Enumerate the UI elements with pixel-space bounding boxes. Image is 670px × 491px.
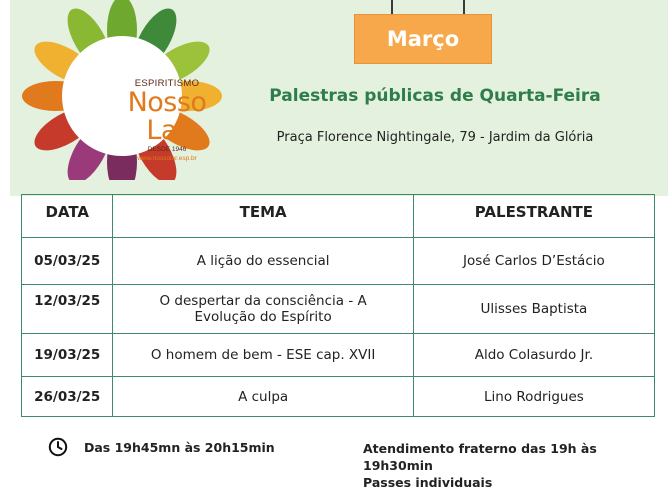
page-subtitle: Palestras públicas de Quarta-Feira bbox=[269, 86, 601, 106]
header-theme: TEMA bbox=[113, 195, 413, 238]
row-date: 19/03/25 bbox=[22, 334, 113, 377]
logo-url: www.nossolar.esp.br bbox=[137, 155, 197, 162]
individual-passes-text: Passes individuais bbox=[363, 475, 493, 490]
table-row bbox=[22, 238, 655, 285]
time-text: Das 19h45mn às 20h15min bbox=[84, 439, 275, 455]
row-speaker: Aldo Colasurdo Jr. bbox=[413, 334, 654, 377]
nosso-lar-logo bbox=[20, 0, 230, 180]
fraternal-service-text: Atendimento fraterno das 19h às 19h30min bbox=[363, 441, 597, 473]
table-row bbox=[22, 334, 655, 377]
row-theme-line: O despertar da consciência - A bbox=[159, 293, 367, 309]
row-speaker: Lino Rodrigues bbox=[413, 377, 654, 417]
row-date: 05/03/25 bbox=[22, 238, 113, 285]
clock-icon bbox=[48, 437, 68, 457]
row-theme: O homem de bem - ESE cap. XVII bbox=[113, 334, 413, 377]
row-speaker: José Carlos D’Estácio bbox=[413, 238, 654, 285]
row-theme: A lição do essencial bbox=[113, 238, 413, 285]
row-date: 12/03/25 bbox=[22, 285, 113, 334]
logo-since: DESDE 1946 bbox=[147, 146, 187, 153]
month-label: Março bbox=[354, 14, 492, 64]
footer-time bbox=[48, 437, 275, 457]
logo-text bbox=[112, 78, 222, 162]
month-tag bbox=[354, 0, 492, 64]
table-row bbox=[22, 377, 655, 417]
table-row bbox=[22, 285, 655, 334]
schedule-table bbox=[21, 194, 655, 417]
logo-tagline: ESPIRITISMO bbox=[134, 78, 200, 89]
row-theme-line: Evolução do Espírito bbox=[194, 309, 332, 325]
address: Praça Florence Nightingale, 79 - Jardim da Glória bbox=[276, 130, 594, 145]
header-speaker: PALESTRANTE bbox=[413, 195, 654, 238]
row-theme: A culpa bbox=[113, 377, 413, 417]
table-header-row bbox=[22, 195, 655, 238]
row-theme bbox=[113, 285, 413, 334]
row-speaker: Ulisses Baptista bbox=[413, 285, 654, 334]
row-date: 26/03/25 bbox=[22, 377, 113, 417]
header-date: DATA bbox=[22, 195, 113, 238]
footer-info bbox=[363, 440, 670, 491]
logo-name: Nosso Lar bbox=[127, 87, 207, 146]
